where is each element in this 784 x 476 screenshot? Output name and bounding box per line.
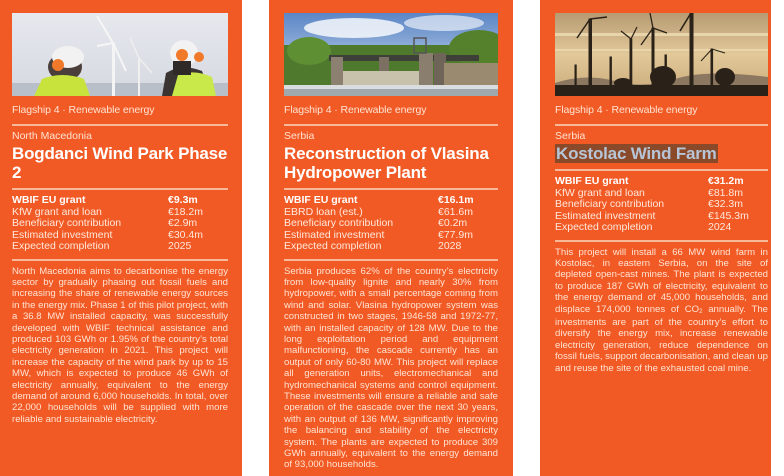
financing-label: WBIF EU grant bbox=[555, 175, 629, 187]
project-description: North Macedonia aims to decarbonise the energy sector by gradually phasing out fossil fuels and increasing the share of renewable energy sources in the energy mix. Phase 1 of this pilot project, with a 36.8 MW installed capacity, was successfully developed with WBIF technical assistance and produced 103 GWh or 1.95% of the country’s total electricity generation in 2021. This project will increase the capacity of the wind park by up to 15 MW, which is expected to produce 46 GWh of electricity annually, equivalent to the energy demand of around 6,000 households. In total, over 22,000 households will be supplied with more reliable and sustainable electricity. bbox=[12, 265, 228, 425]
financing-value: €2.9m bbox=[168, 217, 198, 229]
financing-label: Estimated investment bbox=[284, 228, 385, 241]
flagship-label: Flagship 4 · Renewable energy bbox=[12, 104, 155, 116]
financing-label: Expected completion bbox=[284, 240, 382, 252]
financing-value: €18.2m bbox=[168, 205, 204, 218]
subscript-2: 2 bbox=[699, 308, 703, 315]
divider bbox=[284, 124, 498, 126]
selected-text[interactable]: Kostolac Wind Farm bbox=[556, 144, 717, 163]
country-label: Serbia bbox=[555, 130, 586, 142]
financing-label: Beneficiary contribution bbox=[12, 217, 122, 229]
financing-value: €16.1m bbox=[438, 194, 474, 206]
financing-row bbox=[12, 218, 228, 230]
divider bbox=[12, 259, 228, 261]
project-card-kostolac bbox=[540, 0, 771, 476]
financing-row bbox=[284, 218, 498, 230]
divider bbox=[12, 124, 228, 126]
financing-label: KfW grant and loan bbox=[12, 205, 102, 218]
financing-row bbox=[555, 199, 768, 211]
financing-value: 2024 bbox=[708, 221, 732, 233]
project-title-selected[interactable] bbox=[555, 144, 768, 163]
financing-value: €0.2m bbox=[438, 217, 468, 229]
project-card-vlasina bbox=[269, 0, 513, 476]
financing-value: €61.6m bbox=[438, 205, 474, 218]
country-label: Serbia bbox=[284, 130, 315, 142]
divider bbox=[284, 259, 498, 261]
financing-row bbox=[12, 195, 228, 207]
financing-label: WBIF EU grant bbox=[12, 194, 86, 206]
financing-label: KfW grant and loan bbox=[555, 186, 645, 199]
divider bbox=[555, 169, 768, 171]
flagship-label: Flagship 4 · Renewable energy bbox=[284, 104, 427, 116]
financing-table bbox=[12, 195, 228, 253]
divider bbox=[12, 188, 228, 190]
financing-label: WBIF EU grant bbox=[284, 194, 358, 206]
financing-row bbox=[12, 241, 228, 253]
project-title: Bogdanci Wind Park Phase 2 bbox=[12, 144, 228, 182]
financing-value: €31.2m bbox=[708, 175, 744, 187]
financing-label: EBRD loan (est.) bbox=[284, 205, 363, 218]
flagship-label: Flagship 4 · Renewable energy bbox=[555, 104, 698, 116]
financing-label: Estimated investment bbox=[12, 228, 113, 241]
hydropower-dam-photo bbox=[284, 13, 498, 96]
financing-value: €9.3m bbox=[168, 194, 198, 206]
financing-row bbox=[284, 241, 498, 253]
financing-label: Beneficiary contribution bbox=[555, 198, 665, 210]
financing-row bbox=[284, 195, 498, 207]
description-text: annually. The investments are part of the country’s effort to diversify the energy mix, increase renewable electricity generation, reduce dependence on fossil fuels, support decarbonisation, and clean up and reuse the site of the exhausted coal mine. bbox=[555, 303, 768, 374]
financing-value: €81.8m bbox=[708, 186, 744, 199]
financing-label: Beneficiary contribution bbox=[284, 217, 394, 229]
financing-row bbox=[555, 222, 768, 234]
financing-label: Expected completion bbox=[555, 221, 653, 233]
country-label: North Macedonia bbox=[12, 130, 92, 142]
divider bbox=[555, 124, 768, 126]
financing-value: €77.9m bbox=[438, 228, 474, 241]
wind-farm-sunset-photo bbox=[555, 13, 768, 96]
wind-turbine-workers-photo bbox=[12, 13, 228, 96]
financing-label: Estimated investment bbox=[555, 209, 656, 222]
financing-value: 2028 bbox=[438, 240, 462, 252]
financing-label: Expected completion bbox=[12, 240, 110, 252]
financing-table bbox=[555, 176, 768, 234]
project-description bbox=[555, 247, 768, 374]
financing-table bbox=[284, 195, 498, 253]
financing-value: €32.3m bbox=[708, 198, 744, 210]
project-description: Serbia produces 62% of the country’s electricity from low-quality lignite and nearly 30% from hydropower, with a small percentage coming from wind and solar. Vlasina hydropower system was constructed in two stages, 1946-58 and 1972-77, with an installed capacity of 128 MW. Due to the long exploitation period and equipment malfunctioning, the cascade currently has an output of only 60-80 MW. This project will replace all generation units, electromechanical and hydromechanical systems and control equipment. These investments will ensure a reliable and safe operation of the cascade over the next 30 years, with an output of 136 MW, significantly improving the balancing and stability of the electricity system. The plants are expected to produce 309 GWh annually, equivalent to the energy demand of 93,000 households. bbox=[284, 265, 498, 471]
financing-value: 2025 bbox=[168, 240, 192, 252]
financing-value: €145.3m bbox=[708, 209, 749, 222]
description-text: This project will install a 66 MW wind farm in Kostolac, in eastern Serbia, on the site of depleted open-cast mines. The plant is expected to produce 187 GWh of electricity, equivalent to the energy demand of 45,000 households, and displace 174,000 tonnes of CO bbox=[555, 246, 768, 315]
divider bbox=[284, 188, 498, 190]
financing-value: €30.4m bbox=[168, 228, 204, 241]
divider bbox=[555, 240, 768, 242]
project-card-bogdanci bbox=[0, 0, 242, 476]
project-title: Reconstruction of Vlasina Hydropower Plant bbox=[284, 144, 489, 182]
financing-row bbox=[555, 176, 768, 188]
